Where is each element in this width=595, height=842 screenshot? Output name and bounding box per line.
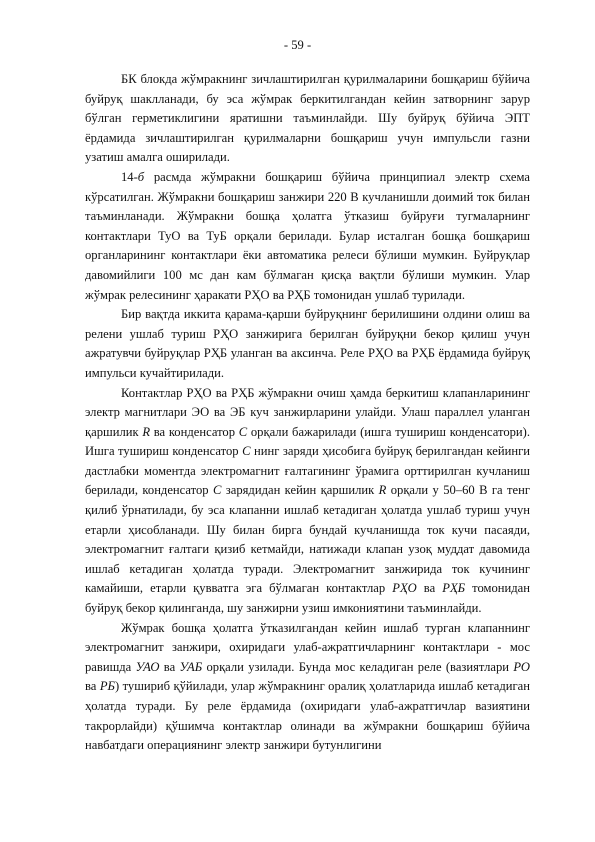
paragraph [85, 619, 530, 756]
italic-term: R [142, 424, 151, 439]
text-run: расмда жўмракни бошқариш бўйича принципиал электр схема кўрсатилган. Жўмракни бошқариш занжири 220 В кучланишли доимий ток билан таъминланади. Жўмракни бошқа ҳолатга ўтказиш буйруғи тугмаларнинг контактлари ТуО ва ТуБ орқали берилади. Булар исталган бошқа бошқариш органларининг контактлари ёки автоматика релеси бўлиши мумкин. Буйруқлар давомийлиги 100 мс дан кам бўлмаган қисқа вақтли бўлиши мумкин. Улар жўмрак релесининг ҳаракати РҲО ва РҲБ томонидан ушлаб турилади. [85, 169, 530, 302]
text-run: Контактлар РҲО ва РҲБ жўмракни очиш ҳамда беркитиш клапанларининг электр магнитлари ЭО ва ЭБ куч занжирларини улайди. Улаш параллел уланган қаршилик [85, 385, 530, 439]
text-run: 14- [121, 169, 138, 184]
italic-term: РО [513, 659, 530, 674]
text-run: ва [416, 581, 443, 596]
italic-term: РБ [99, 679, 115, 694]
text-run: орқали у 50–60 В га тенг қилиб ўрнатилади, бу эса клапанни ишлаб кетадиган ҳолатда ушлаб туриш учун етарли ҳисобланади. Шу билан бирга бундай кучланишда ток кучи пасаяди, электромагнит ғалтаги қизиб кетмайди, натижади клапан узоқ муддат давомида ишлаб кетадиган ҳолатда туради. Электромагнит занжирида ток кучининг камайиши, етарли қувватга эга бўлмаган контактлар [85, 483, 530, 596]
text-run: БК блокда жўмракнинг зичлаштирилган қурилмаларини бошқариш бўйича буйруқ шаклланади, бу эса жўмрак беркитилгандан кейин затворнинг зарур бўлган герметиклигини яратишни таъминлайди. Шу буйруқ бўйича ЭПТ ёрдамида зичлаштирилган қурилмаларни бошқариш учун импульсли газни узатиш амалга оширилади. [85, 72, 530, 165]
paragraph [85, 384, 530, 619]
italic-term: C [212, 483, 222, 498]
paragraph [85, 305, 530, 383]
text-run: зарядидан кейин қаршилик [221, 483, 379, 498]
text-run: ва конденсатор [150, 424, 239, 439]
italic-term: C [238, 424, 248, 439]
text-run: Жўмрак бошқа ҳолатга ўтказилгандан кейин ишлаб турган клапаннинг электромагнит занжири, охиридаги улаб-ажратгичларнинг контактлари - мос равишда [85, 620, 530, 674]
text-run: ва [85, 679, 100, 694]
text-run: орқали узилади. Бунда мос келадиган реле (вазиятлари [202, 659, 514, 674]
text-run: Бир вақтда иккита қарама-қарши буйруқнинг берилишини олдини олиш ва релени ушлаб туриш РҲО занжирига берилган буйруқни бекор қилиш учун ажратувчи буйруқлар РҲБ уланган ва аксинча. Реле РҲО ва РҲБ ёрдамида буйруқ импульси кучайтирилади. [85, 307, 530, 380]
paragraph [85, 70, 530, 168]
italic-term: б [137, 169, 145, 184]
text-run: томонидан буйруқ бекор қилинганда, шу занжирни узиш имкониятини таъминлайди. [85, 581, 531, 616]
italic-term: R [378, 483, 387, 498]
page-number: - 59 - [283, 38, 312, 52]
text-run: орқали бажарилади (ишга тушириш конденсатори). Ишга тушириш конденсатор [85, 424, 531, 459]
text-run: ) тушириб қўйилади, улар жўмракнинг оралиқ ҳолатларида ишлаб кетадиган ҳолатда туради. Бу реле ёрдамида (охиридаги улаб-ажратгичлар вазиятини такрорлайди) қўшимча контактлар олинади ва жўмракни бошқариш бўйича навбатдаги операциянинг электр занжири бутунлигини [85, 679, 530, 753]
italic-term: УАО [135, 659, 160, 674]
text-run: нинг заряди ҳисобига буйруқ берилгандан кейинги дастлабки моментда электромагнит ғалтагининг ўрамига орттирилган кучланиш берилади, конденсатор [85, 444, 530, 498]
text-run: ва [159, 659, 180, 674]
paragraph [85, 168, 530, 305]
italic-term: УАБ [179, 659, 203, 674]
italic-term: РҲО [392, 581, 417, 596]
italic-term: C [242, 444, 251, 459]
italic-term: РҲБ [442, 581, 466, 596]
body-text [85, 70, 530, 756]
